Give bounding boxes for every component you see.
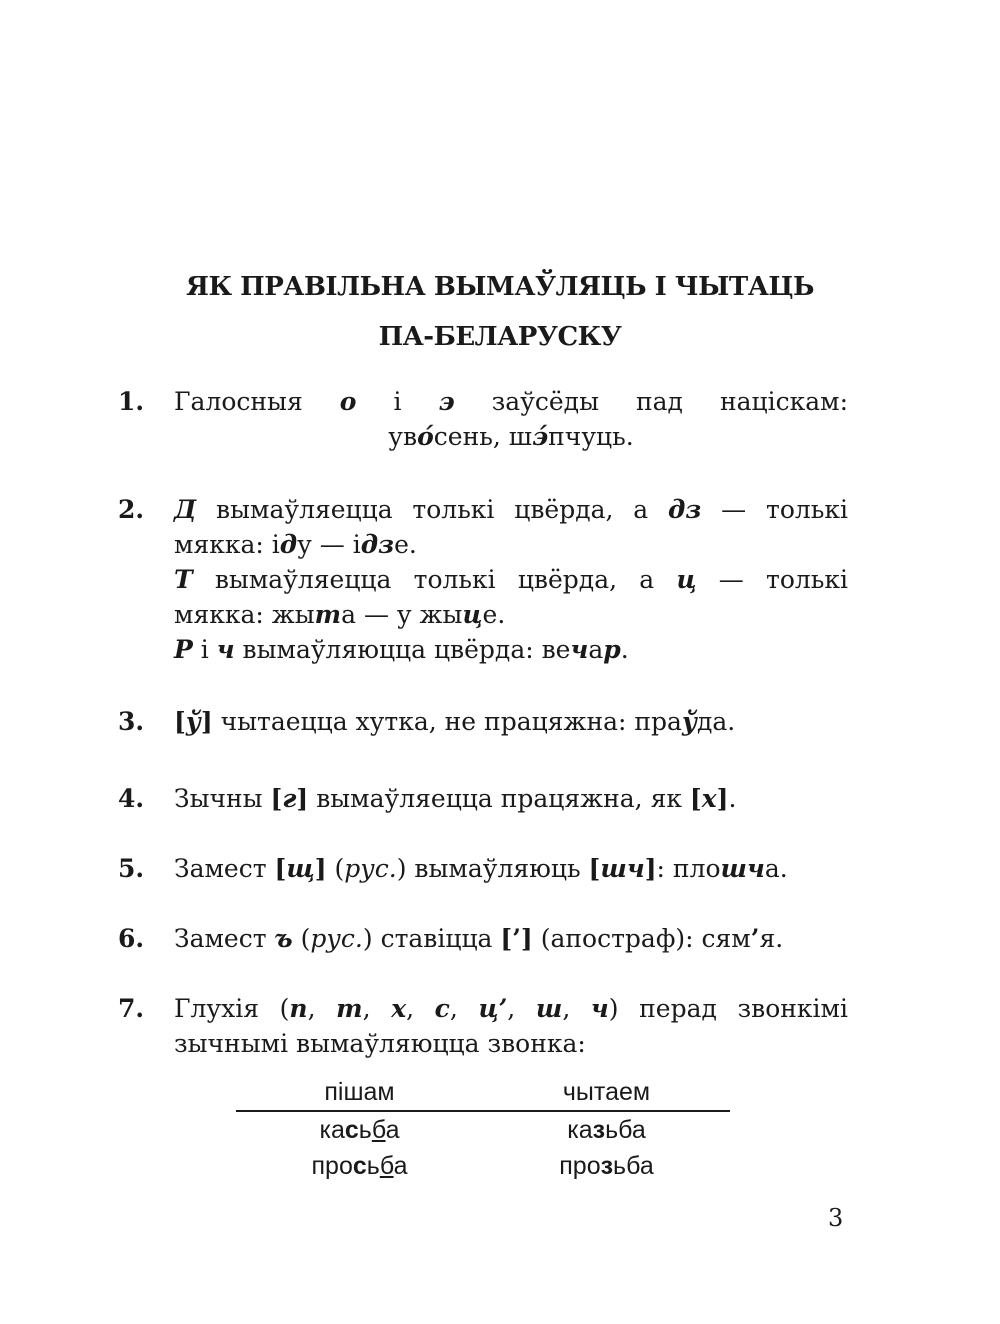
table-cell: казьба xyxy=(567,1116,646,1144)
table-row xyxy=(236,1112,730,1148)
table-header-cell: пішам xyxy=(324,1078,395,1106)
rule-item-6 xyxy=(118,921,848,956)
rule-item-4 xyxy=(118,781,848,816)
rule-text: [ў] чытаецца хутка, не працяжна: праўда. xyxy=(174,707,736,736)
rule-text: Зычны [г] вымаўляецца працяжна, як [х]. xyxy=(174,784,737,813)
rule-number: 3. xyxy=(118,707,145,736)
rule-item-2 xyxy=(118,492,848,667)
rule-number: 4. xyxy=(118,784,145,813)
page-title-line-1: ЯК ПРАВІЛЬНА ВЫМАЎЛЯЦЬ І ЧЫТАЦЬ xyxy=(186,272,814,302)
rule-number: 6. xyxy=(118,924,145,953)
rule-item-1 xyxy=(118,384,848,454)
table-cell: прозьба xyxy=(559,1152,654,1180)
rule-text: Глухія (п, т, х, с, ц’, ш, ч) перад звонкімі зычнымі вымаўляюцца звонка: xyxy=(174,994,848,1058)
rule-item-7 xyxy=(118,991,848,1061)
rule-text: Замест ъ (рус.) ставіцца [’] (апостраф): сям’я. xyxy=(174,924,784,953)
table-cell: касьба xyxy=(319,1116,400,1144)
pronunciation-table xyxy=(236,1074,730,1184)
rule-item-3 xyxy=(118,704,848,739)
rule-number: 7. xyxy=(118,994,145,1023)
rule-text: Галосныя о і э заўсёды пад націскам: уво́сень, шэ́пчуць. xyxy=(174,387,848,451)
table-row xyxy=(236,1148,730,1184)
rule-text: Д вымаўляецца толькі цвёрда, а дз — толькі мякка: іду — ідзе. Т вымаўляецца толькі цвёрда, а ц — толькі мякка: жыта — у жыце. Р і ч вымаўляюцца цвёрда: вечар. xyxy=(174,495,848,664)
page-number: 3 xyxy=(828,1204,844,1232)
page-title-line-2: ПА-БЕЛАРУСКУ xyxy=(378,322,622,352)
table-header-cell: чытаем xyxy=(562,1078,651,1106)
rule-number: 2. xyxy=(118,495,145,524)
rule-text: Замест [щ] (рус.) вымаўляюць [шч]: плошча. xyxy=(174,854,788,883)
table-header-row xyxy=(236,1074,730,1112)
rule-item-5 xyxy=(118,851,848,886)
table-cell: просьба xyxy=(311,1152,408,1180)
rule-number: 5. xyxy=(118,854,145,883)
rule-number: 1. xyxy=(118,387,145,416)
